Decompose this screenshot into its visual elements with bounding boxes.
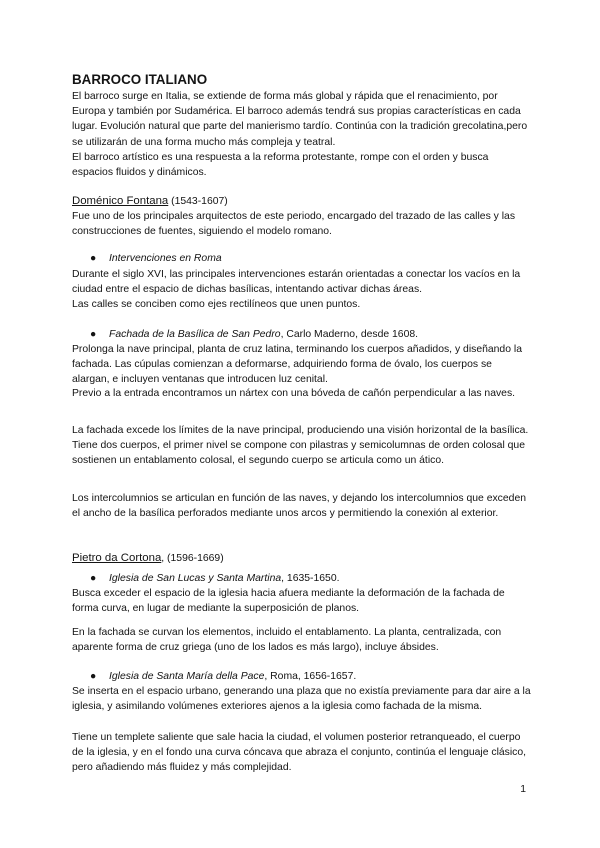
paragraph: Previo a la entrada encontramos un nártex con una bóveda de cañón perpendicular a las naves. bbox=[72, 388, 516, 399]
bullet-title: Iglesia de San Lucas y Santa Martina bbox=[109, 573, 282, 584]
architect-name: Pietro da Cortona bbox=[72, 552, 162, 564]
bullet-detail: , 1635-1650. bbox=[281, 573, 340, 584]
section-heading-cortona bbox=[72, 550, 532, 567]
architect-name: Doménico Fontana bbox=[72, 195, 169, 207]
bullet-title: Fachada de la Basílica de San Pedro bbox=[109, 329, 281, 340]
paragraph: Busca exceder el espacio de la iglesia hacia afuera mediante la deformación de la fachada de forma curva, en lugar de mediante la superposición de planos. bbox=[72, 588, 505, 615]
paragraph: Durante el siglo XVI, las principales intervenciones estarán orientadas a conectar los vacíos en la ciudad entre el espacio de dichas basílicas, intentando activar dichas áreas. bbox=[72, 269, 521, 296]
architect-dates: (1543-1607) bbox=[168, 196, 228, 207]
bullet-detail: , Roma, 1656-1657. bbox=[264, 671, 357, 682]
paragraph: Tiene un templete saliente que sale hacia la ciudad, el volumen posterior retranqueado, el cuerpo de la iglesia, y en el fondo una curva cóncava que abraza el conjunto, continúa el lenguaje clásico, pero añadiendo más fluidez y más complejidad. bbox=[72, 732, 527, 774]
bullet-marker: ● bbox=[90, 671, 97, 682]
architect-dates: , (1596-1669) bbox=[161, 553, 224, 564]
intro-paragraph-2: El barroco artístico es una respuesta a la reforma protestante, rompe con el orden y busca espacios fluidos y dinámicos. bbox=[72, 152, 489, 179]
bullet-marker: ● bbox=[90, 329, 97, 340]
intro-paragraph: El barroco surge en Italia, se extiende de forma más global y rápida que el renacimiento, por Europa y también por Sudamérica. El barroco además tendrá sus propias características en cada lugar. Evolución natural que parte del manierismo tardío. Continúa con la tradición grecolatina,pero se utilizarán de una forma mucho más compleja y teatral. bbox=[72, 91, 528, 148]
paragraph: Los intercolumnios se articulan en función de las naves, y dejando los intercolumnios que exceden el ancho de la basílica perforados mediante unos arcos y permitiendo la conexión al exterior. bbox=[72, 493, 526, 520]
paragraph: Las calles se conciben como ejes rectilíneos que unen puntos. bbox=[72, 299, 361, 310]
paragraph: Prolonga la nave principal, planta de cruz latina, terminando los cuerpos añadidos, y diseñando la fachada. Las cúpulas comienzan a deformarse, adquiriendo forma de óvalo, los cuerpos se alargan, e incluyen ventanas que introducen luz cenital. bbox=[72, 344, 522, 386]
fontana-description: Fue uno de los principales arquitectos de este periodo, encargado del trazado de las calles y las construcciones de fuentes, siguiendo el modelo romano. bbox=[72, 211, 516, 238]
page-number: 1 bbox=[520, 784, 526, 795]
bullet-marker: ● bbox=[90, 253, 97, 264]
paragraph: En la fachada se curvan los elementos, incluido el entablamento. La planta, centralizada, con aparente forma de cruz griega (uno de los lados es más largo), incluye ábsides. bbox=[72, 627, 502, 654]
bullet-detail: , Carlo Maderno, desde 1608. bbox=[280, 329, 419, 340]
page-title: BARROCO ITALIANO bbox=[72, 72, 208, 87]
bullet-marker: ● bbox=[90, 573, 97, 584]
paragraph: La fachada excede los límites de la nave principal, produciendo una visión horizontal de la basílica. Tiene dos cuerpos, el primer nivel se compone con pilastras y semicolumnas de orden colosal que sostienen un entablamento colosal, el segundo cuerpo se articula como un ático. bbox=[72, 425, 529, 467]
section-heading-fontana bbox=[72, 193, 532, 210]
bullet-title: Intervenciones en Roma bbox=[109, 253, 222, 264]
paragraph: Se inserta en el espacio urbano, generando una plaza que no existía previamente para dar aire a la iglesia, y asimilando volúmenes exteriores ajenos a la iglesia como fachada de la misma. bbox=[72, 686, 531, 713]
bullet-title: Iglesia de Santa María della Pace bbox=[109, 671, 265, 682]
